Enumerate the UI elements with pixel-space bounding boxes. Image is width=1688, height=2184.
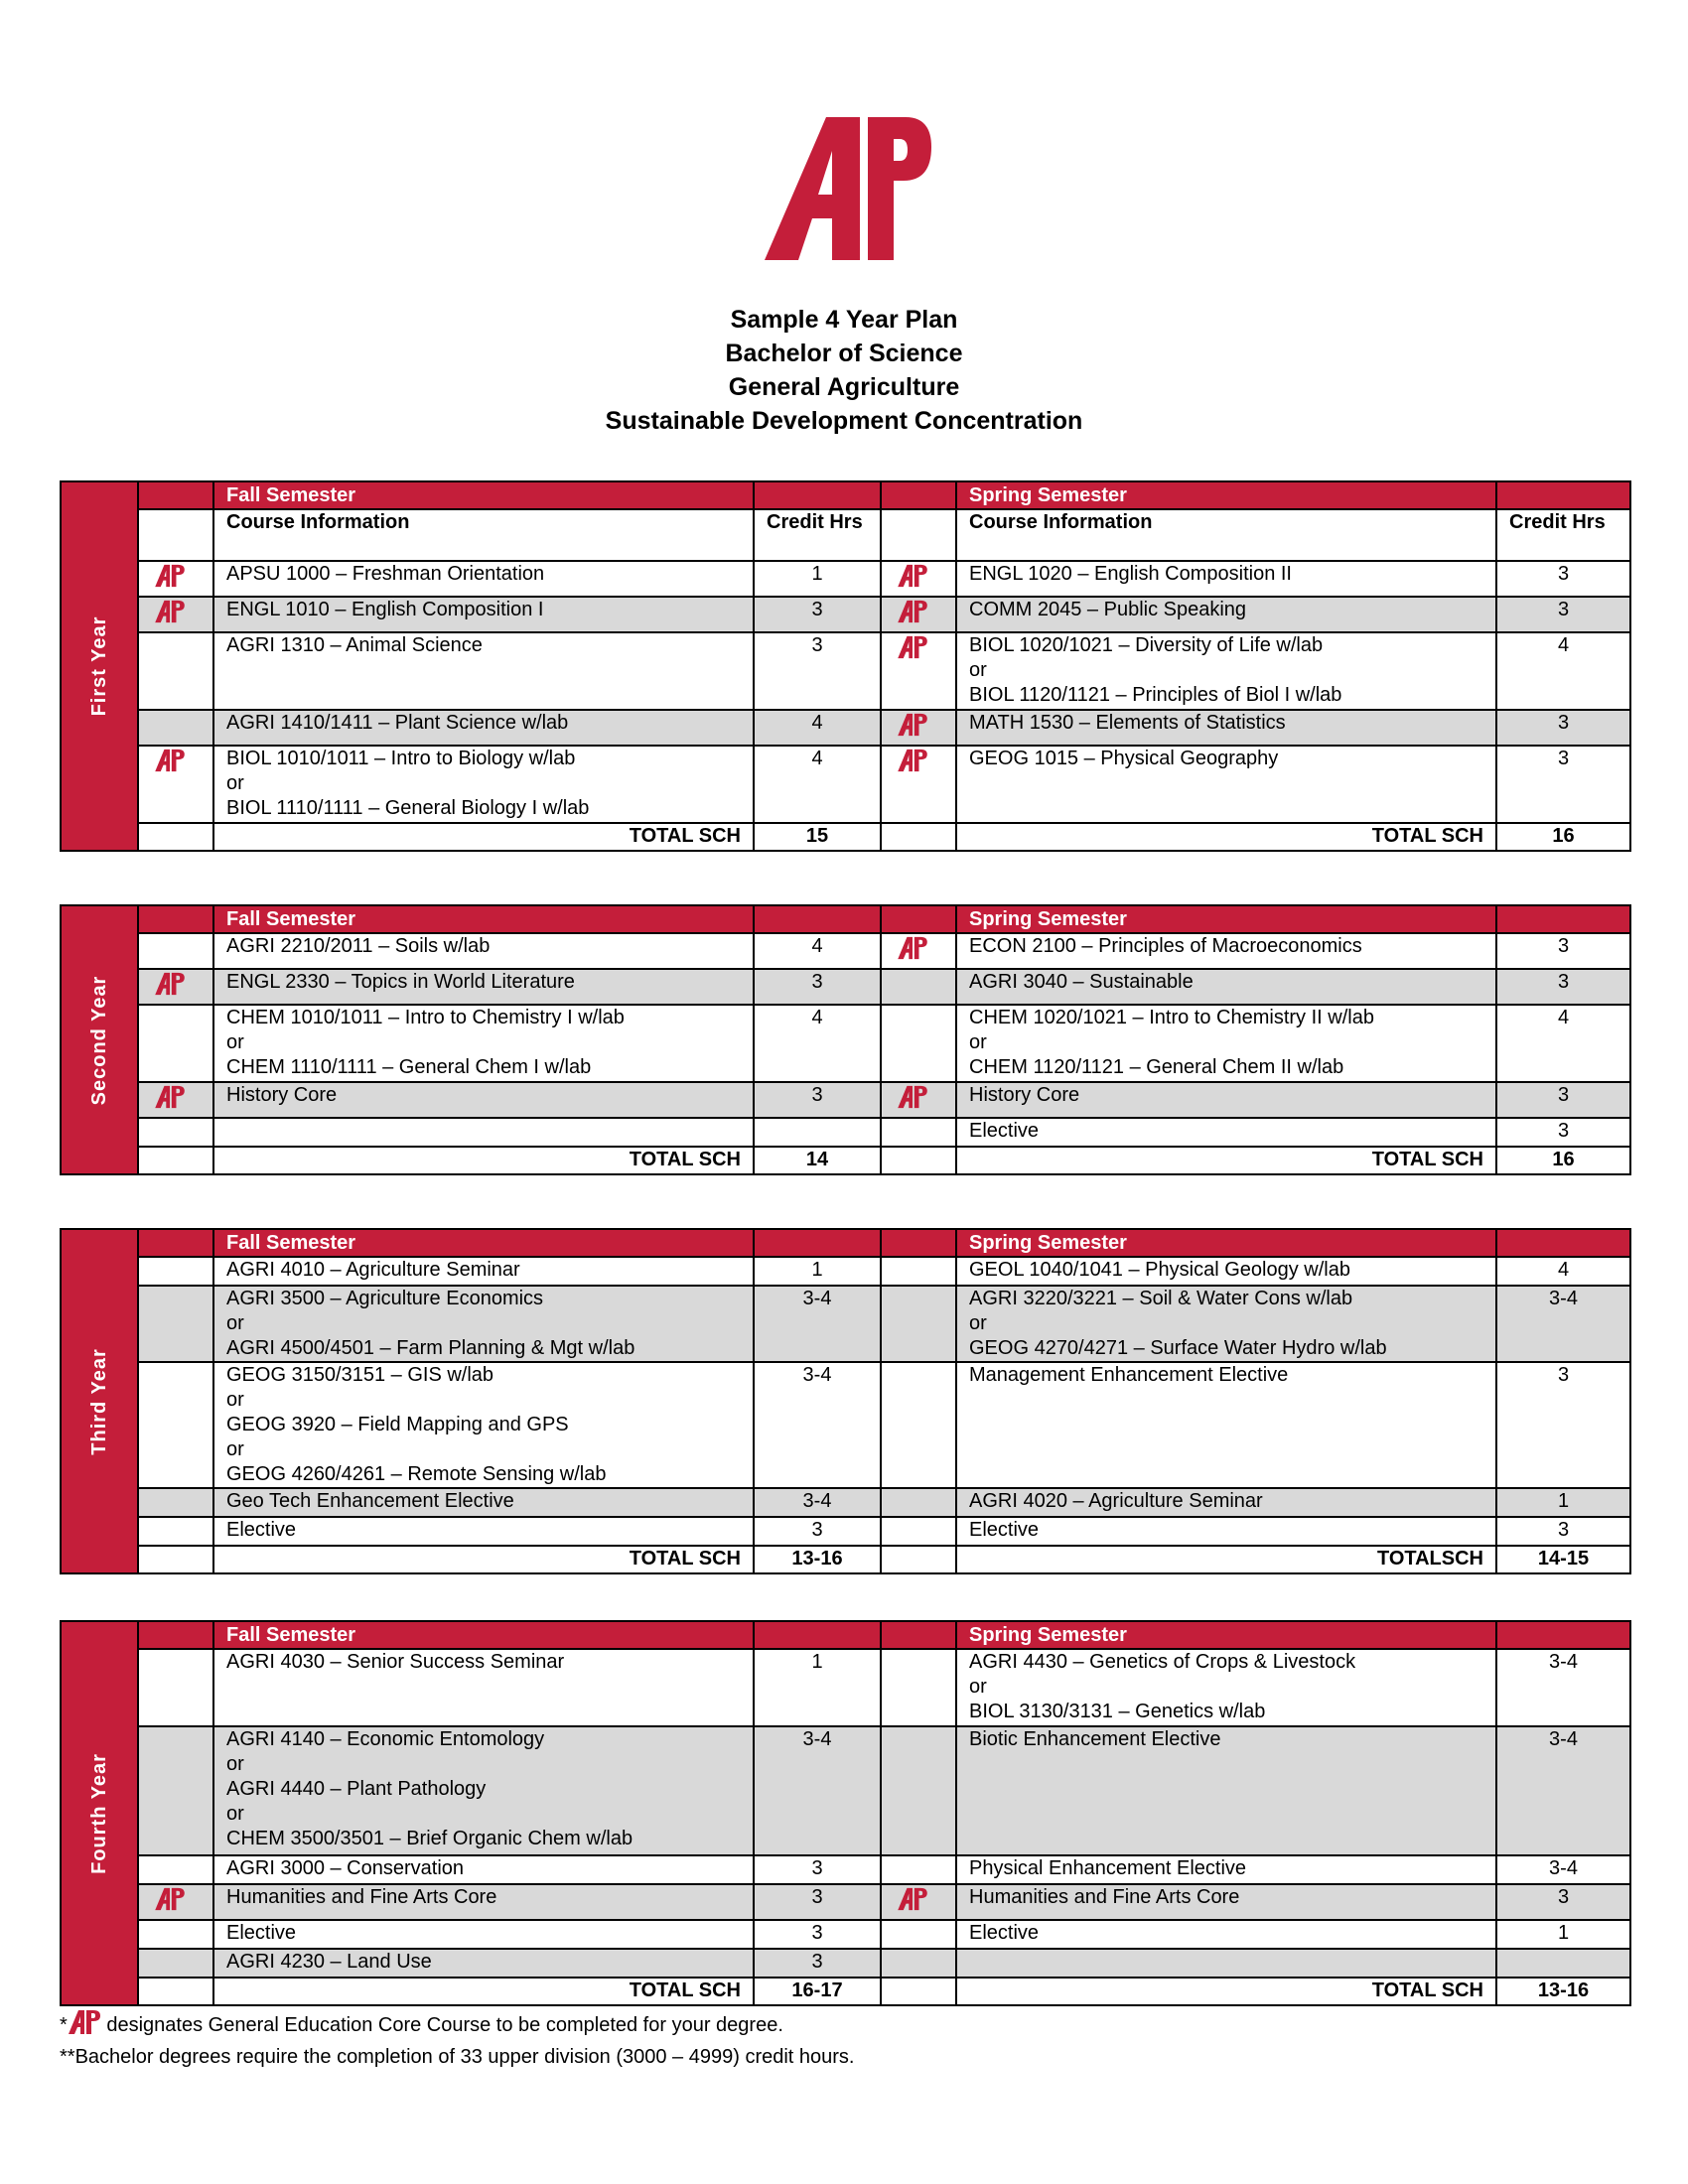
fall-credit-hours: 3: [754, 1920, 881, 1949]
total-row: [61, 1546, 1630, 1573]
fall-course-name: AGRI 4140 – Economic Entomology or AGRI 4440 – Plant Pathology or CHEM 3500/3501 – Brief Organic Chem w/lab: [213, 1726, 754, 1855]
spring-course-name: MATH 1530 – Elements of Statistics: [956, 710, 1496, 746]
spring-credit-hours: 1: [1496, 1488, 1630, 1517]
spring-credit-hours: 3: [1496, 710, 1630, 746]
core-course-icon: [896, 600, 929, 623]
course-row: [61, 1257, 1630, 1286]
spring-course-name: Biotic Enhancement Elective: [956, 1726, 1496, 1855]
fall-credit-hours: 3: [754, 597, 881, 632]
spring-total-label: TOTAL SCH: [956, 823, 1496, 851]
fall-total-value: 15: [754, 823, 881, 851]
header-blank-cell: [138, 905, 213, 933]
fall-semester-label: Fall Semester: [213, 481, 754, 509]
fall-core-icon-cell: [138, 597, 213, 632]
course-info-header: Course Information: [956, 509, 1496, 561]
fall-core-icon-cell: [138, 561, 213, 597]
degree-title: Bachelor of Science: [725, 340, 963, 367]
spring-total-value: 16: [1496, 1147, 1630, 1174]
spring-core-icon-cell: [881, 1517, 956, 1546]
fall-credit-hours: 3: [754, 1517, 881, 1546]
header-blank-cell: [754, 481, 881, 509]
spring-credit-hours: 3-4: [1496, 1855, 1630, 1884]
spring-credit-hours: 4: [1496, 1257, 1630, 1286]
semester-header-row: [61, 481, 1630, 509]
header-blank-cell: [1496, 905, 1630, 933]
concentration-title: Sustainable Development Concentration: [605, 407, 1083, 435]
header-blank-cell: [881, 481, 956, 509]
fall-course-name: ENGL 1010 – English Composition I: [213, 597, 754, 632]
year-label: Fourth Year: [88, 1752, 110, 1874]
spring-credit-hours: 1: [1496, 1920, 1630, 1949]
total-blank-cell: [881, 1546, 956, 1573]
core-course-icon: [68, 2009, 101, 2035]
fall-course-name: ENGL 2330 – Topics in World Literature: [213, 969, 754, 1005]
document-title-block: [0, 303, 1688, 438]
spring-core-icon-cell: [881, 1726, 956, 1855]
fall-course-name: [213, 1118, 754, 1147]
total-blank-cell: [138, 823, 213, 851]
core-course-icon: [896, 1887, 929, 1911]
spring-credit-hours: 3: [1496, 597, 1630, 632]
spring-core-icon-cell: [881, 710, 956, 746]
fall-course-name: AGRI 1310 – Animal Science: [213, 632, 754, 710]
core-course-icon: [896, 936, 929, 960]
spring-core-icon-cell: [881, 1949, 956, 1978]
fall-course-name: Humanities and Fine Arts Core: [213, 1884, 754, 1920]
fall-total-label: TOTAL SCH: [213, 1978, 754, 2005]
fall-credit-hours: 3: [754, 969, 881, 1005]
spring-course-name: AGRI 4020 – Agriculture Seminar: [956, 1488, 1496, 1517]
fall-core-icon-cell: [138, 632, 213, 710]
spring-semester-label: Spring Semester: [956, 481, 1496, 509]
credit-hrs-header: Credit Hrs: [1496, 509, 1630, 561]
course-row: [61, 1920, 1630, 1949]
fall-course-name: AGRI 2210/2011 – Soils w/lab: [213, 933, 754, 969]
fall-core-icon-cell: [138, 1362, 213, 1488]
spring-core-icon-cell: [881, 632, 956, 710]
spring-core-icon-cell: [881, 1855, 956, 1884]
spring-course-name: [956, 1949, 1496, 1978]
fall-credit-hours: 3-4: [754, 1726, 881, 1855]
spring-core-icon-cell: [881, 969, 956, 1005]
spring-course-name: GEOL 1040/1041 – Physical Geology w/lab: [956, 1257, 1496, 1286]
total-blank-cell: [881, 1978, 956, 2005]
fall-core-icon-cell: [138, 1257, 213, 1286]
year-table: [60, 1620, 1631, 2006]
course-row: [61, 1855, 1630, 1884]
core-course-icon: [896, 564, 929, 588]
fall-core-icon-cell: [138, 1855, 213, 1884]
spring-credit-hours: 3: [1496, 1362, 1630, 1488]
fall-course-name: AGRI 1410/1411 – Plant Science w/lab: [213, 710, 754, 746]
core-footnote: [60, 2009, 783, 2039]
spring-course-name: AGRI 4430 – Genetics of Crops & Livestock or BIOL 3130/3131 – Genetics w/lab: [956, 1649, 1496, 1726]
spring-credit-hours: 3: [1496, 1082, 1630, 1118]
fall-core-icon-cell: [138, 1488, 213, 1517]
year-label: Third Year: [88, 1347, 110, 1455]
course-row: [61, 597, 1630, 632]
fall-credit-hours: 3: [754, 1949, 881, 1978]
spring-course-name: Elective: [956, 1517, 1496, 1546]
spring-course-name: AGRI 3040 – Sustainable: [956, 969, 1496, 1005]
fall-credit-hours: 4: [754, 933, 881, 969]
course-row: [61, 1082, 1630, 1118]
apsu-logo: [757, 111, 935, 270]
spring-core-icon-cell: [881, 1005, 956, 1082]
core-course-icon: [896, 1085, 929, 1109]
fall-core-icon-cell: [138, 1920, 213, 1949]
semester-header-row: [61, 1621, 1630, 1649]
spring-credit-hours: 3: [1496, 1884, 1630, 1920]
course-row: [61, 1005, 1630, 1082]
fall-course-name: Geo Tech Enhancement Elective: [213, 1488, 754, 1517]
year-table: [60, 480, 1631, 852]
header-blank-cell: [138, 1229, 213, 1257]
header-blank-cell: [138, 481, 213, 509]
course-row: [61, 1488, 1630, 1517]
fall-total-label: TOTAL SCH: [213, 1546, 754, 1573]
spring-credit-hours: 4: [1496, 1005, 1630, 1082]
course-row: [61, 632, 1630, 710]
spring-total-label: TOTALSCH: [956, 1546, 1496, 1573]
fall-semester-label: Fall Semester: [213, 905, 754, 933]
spring-core-icon-cell: [881, 597, 956, 632]
fall-credit-hours: [754, 1118, 881, 1147]
fall-credit-hours: 4: [754, 746, 881, 823]
core-course-icon: [153, 600, 187, 623]
core-note-text: designates General Education Core Course to be completed for your degree.: [106, 2014, 783, 2036]
spring-course-name: Elective: [956, 1920, 1496, 1949]
spring-semester-label: Spring Semester: [956, 905, 1496, 933]
core-course-icon: [153, 749, 187, 772]
spring-course-name: Physical Enhancement Elective: [956, 1855, 1496, 1884]
spring-course-name: GEOG 1015 – Physical Geography: [956, 746, 1496, 823]
course-row: [61, 1362, 1630, 1488]
spring-core-icon-cell: [881, 1286, 956, 1362]
spring-course-name: CHEM 1020/1021 – Intro to Chemistry II w/lab or CHEM 1120/1121 – General Chem II w/lab: [956, 1005, 1496, 1082]
semester-header-row: [61, 1229, 1630, 1257]
fall-semester-label: Fall Semester: [213, 1621, 754, 1649]
fall-credit-hours: 3-4: [754, 1362, 881, 1488]
header-blank-cell: [1496, 481, 1630, 509]
course-row: [61, 1949, 1630, 1978]
year-label: Second Year: [88, 975, 110, 1105]
course-row: [61, 1726, 1630, 1855]
column-header-row: [61, 509, 1630, 561]
course-row: [61, 933, 1630, 969]
fall-credit-hours: 4: [754, 710, 881, 746]
spring-credit-hours: 3-4: [1496, 1649, 1630, 1726]
core-course-icon: [153, 1887, 187, 1911]
total-blank-cell: [881, 1147, 956, 1174]
spring-core-icon-cell: [881, 1257, 956, 1286]
fall-core-icon-cell: [138, 1082, 213, 1118]
spring-course-name: History Core: [956, 1082, 1496, 1118]
fall-total-label: TOTAL SCH: [213, 823, 754, 851]
spring-course-name: Humanities and Fine Arts Core: [956, 1884, 1496, 1920]
total-blank-cell: [138, 1147, 213, 1174]
fall-core-icon-cell: [138, 933, 213, 969]
header-blank-cell: [138, 1621, 213, 1649]
header-blank-cell: [881, 905, 956, 933]
fall-credit-hours: 3-4: [754, 1488, 881, 1517]
year-label-cell: [61, 1229, 138, 1573]
semester-header-row: [61, 905, 1630, 933]
fall-core-icon-cell: [138, 1726, 213, 1855]
fall-credit-hours: 1: [754, 1257, 881, 1286]
fall-course-name: AGRI 4230 – Land Use: [213, 1949, 754, 1978]
course-row: [61, 1884, 1630, 1920]
spring-course-name: BIOL 1020/1021 – Diversity of Life w/lab or BIOL 1120/1121 – Principles of Biol I w/lab: [956, 632, 1496, 710]
course-row: [61, 746, 1630, 823]
fall-core-icon-cell: [138, 1949, 213, 1978]
spring-core-icon-cell: [881, 1082, 956, 1118]
fall-core-icon-cell: [138, 1005, 213, 1082]
core-course-icon: [896, 749, 929, 772]
fall-total-label: TOTAL SCH: [213, 1147, 754, 1174]
year-label-cell: [61, 1621, 138, 2005]
spring-credit-hours: [1496, 1949, 1630, 1978]
fall-core-icon-cell: [138, 969, 213, 1005]
fall-total-value: 13-16: [754, 1546, 881, 1573]
spring-credit-hours: 4: [1496, 632, 1630, 710]
icon-col-header: [138, 509, 213, 561]
course-row: [61, 1286, 1630, 1362]
course-row: [61, 1649, 1630, 1726]
fall-course-name: APSU 1000 – Freshman Orientation: [213, 561, 754, 597]
spring-total-value: 13-16: [1496, 1978, 1630, 2005]
spring-course-name: ENGL 1020 – English Composition II: [956, 561, 1496, 597]
fall-core-icon-cell: [138, 710, 213, 746]
header-blank-cell: [881, 1621, 956, 1649]
fall-core-icon-cell: [138, 1649, 213, 1726]
icon-col-header: [881, 509, 956, 561]
total-row: [61, 1147, 1630, 1174]
core-course-icon: [153, 972, 187, 996]
course-row: [61, 710, 1630, 746]
header-blank-cell: [1496, 1621, 1630, 1649]
fall-semester-label: Fall Semester: [213, 1229, 754, 1257]
program-title: General Agriculture: [728, 373, 960, 401]
year-table: [60, 1228, 1631, 1574]
fall-credit-hours: 3: [754, 1884, 881, 1920]
spring-total-value: 16: [1496, 823, 1630, 851]
course-info-header: Course Information: [213, 509, 754, 561]
year-label: First Year: [88, 615, 110, 717]
spring-core-icon-cell: [881, 933, 956, 969]
footnote-star: *: [60, 2014, 68, 2036]
fall-course-name: CHEM 1010/1011 – Intro to Chemistry I w/lab or CHEM 1110/1111 – General Chem I w/lab: [213, 1005, 754, 1082]
fall-course-name: AGRI 3500 – Agriculture Economics or AGRI 4500/4501 – Farm Planning & Mgt w/lab: [213, 1286, 754, 1362]
core-course-icon: [896, 635, 929, 659]
header-blank-cell: [1496, 1229, 1630, 1257]
spring-credit-hours: 3: [1496, 1517, 1630, 1546]
upper-division-footnote: **Bachelor degrees require the completion of 33 upper division (3000 – 4999) credit hours.: [60, 2046, 855, 2068]
fall-core-icon-cell: [138, 1118, 213, 1147]
spring-semester-label: Spring Semester: [956, 1621, 1496, 1649]
spring-total-label: TOTAL SCH: [956, 1978, 1496, 2005]
spring-credit-hours: 3: [1496, 746, 1630, 823]
fall-credit-hours: 1: [754, 1649, 881, 1726]
spring-core-icon-cell: [881, 746, 956, 823]
fall-course-name: AGRI 3000 – Conservation: [213, 1855, 754, 1884]
total-blank-cell: [138, 1546, 213, 1573]
spring-credit-hours: 3: [1496, 969, 1630, 1005]
fall-course-name: Elective: [213, 1517, 754, 1546]
core-course-icon: [153, 1085, 187, 1109]
fall-course-name: History Core: [213, 1082, 754, 1118]
course-row: [61, 1517, 1630, 1546]
page-title: Sample 4 Year Plan: [730, 306, 958, 334]
spring-credit-hours: 3: [1496, 933, 1630, 969]
spring-core-icon-cell: [881, 1118, 956, 1147]
fall-core-icon-cell: [138, 1884, 213, 1920]
fall-credit-hours: 3-4: [754, 1286, 881, 1362]
spring-credit-hours: 3-4: [1496, 1286, 1630, 1362]
spring-core-icon-cell: [881, 1920, 956, 1949]
spring-course-name: COMM 2045 – Public Speaking: [956, 597, 1496, 632]
fall-core-icon-cell: [138, 1517, 213, 1546]
header-blank-cell: [881, 1229, 956, 1257]
year-table: [60, 904, 1631, 1175]
fall-course-name: BIOL 1010/1011 – Intro to Biology w/lab or BIOL 1110/1111 – General Biology I w/lab: [213, 746, 754, 823]
spring-total-value: 14-15: [1496, 1546, 1630, 1573]
fall-course-name: AGRI 4010 – Agriculture Seminar: [213, 1257, 754, 1286]
spring-core-icon-cell: [881, 1884, 956, 1920]
fall-total-value: 16-17: [754, 1978, 881, 2005]
spring-course-name: Elective: [956, 1118, 1496, 1147]
core-course-icon: [153, 564, 187, 588]
fall-course-name: AGRI 4030 – Senior Success Seminar: [213, 1649, 754, 1726]
spring-course-name: Management Enhancement Elective: [956, 1362, 1496, 1488]
spring-credit-hours: 3-4: [1496, 1726, 1630, 1855]
core-course-icon: [896, 713, 929, 737]
fall-course-name: GEOG 3150/3151 – GIS w/lab or GEOG 3920 – Field Mapping and GPS or GEOG 4260/4261 – Remote Sensing w/lab: [213, 1362, 754, 1488]
fall-credit-hours: 3: [754, 632, 881, 710]
year-label-cell: [61, 905, 138, 1174]
spring-semester-label: Spring Semester: [956, 1229, 1496, 1257]
fall-credit-hours: 4: [754, 1005, 881, 1082]
spring-core-icon-cell: [881, 1488, 956, 1517]
spring-core-icon-cell: [881, 561, 956, 597]
spring-core-icon-cell: [881, 1362, 956, 1488]
header-blank-cell: [754, 905, 881, 933]
total-row: [61, 1978, 1630, 2005]
total-blank-cell: [881, 823, 956, 851]
course-row: [61, 969, 1630, 1005]
year-label-cell: [61, 481, 138, 851]
fall-credit-hours: 3: [754, 1082, 881, 1118]
fall-core-icon-cell: [138, 746, 213, 823]
spring-core-icon-cell: [881, 1649, 956, 1726]
course-row: [61, 1118, 1630, 1147]
header-blank-cell: [754, 1621, 881, 1649]
fall-core-icon-cell: [138, 1286, 213, 1362]
credit-hrs-header: Credit Hrs: [754, 509, 881, 561]
course-row: [61, 561, 1630, 597]
total-row: [61, 823, 1630, 851]
fall-credit-hours: 1: [754, 561, 881, 597]
spring-credit-hours: 3: [1496, 561, 1630, 597]
fall-total-value: 14: [754, 1147, 881, 1174]
spring-course-name: AGRI 3220/3221 – Soil & Water Cons w/lab or GEOG 4270/4271 – Surface Water Hydro w/lab: [956, 1286, 1496, 1362]
spring-credit-hours: 3: [1496, 1118, 1630, 1147]
header-blank-cell: [754, 1229, 881, 1257]
fall-course-name: Elective: [213, 1920, 754, 1949]
total-blank-cell: [138, 1978, 213, 2005]
fall-credit-hours: 3: [754, 1855, 881, 1884]
spring-total-label: TOTAL SCH: [956, 1147, 1496, 1174]
spring-course-name: ECON 2100 – Principles of Macroeconomics: [956, 933, 1496, 969]
